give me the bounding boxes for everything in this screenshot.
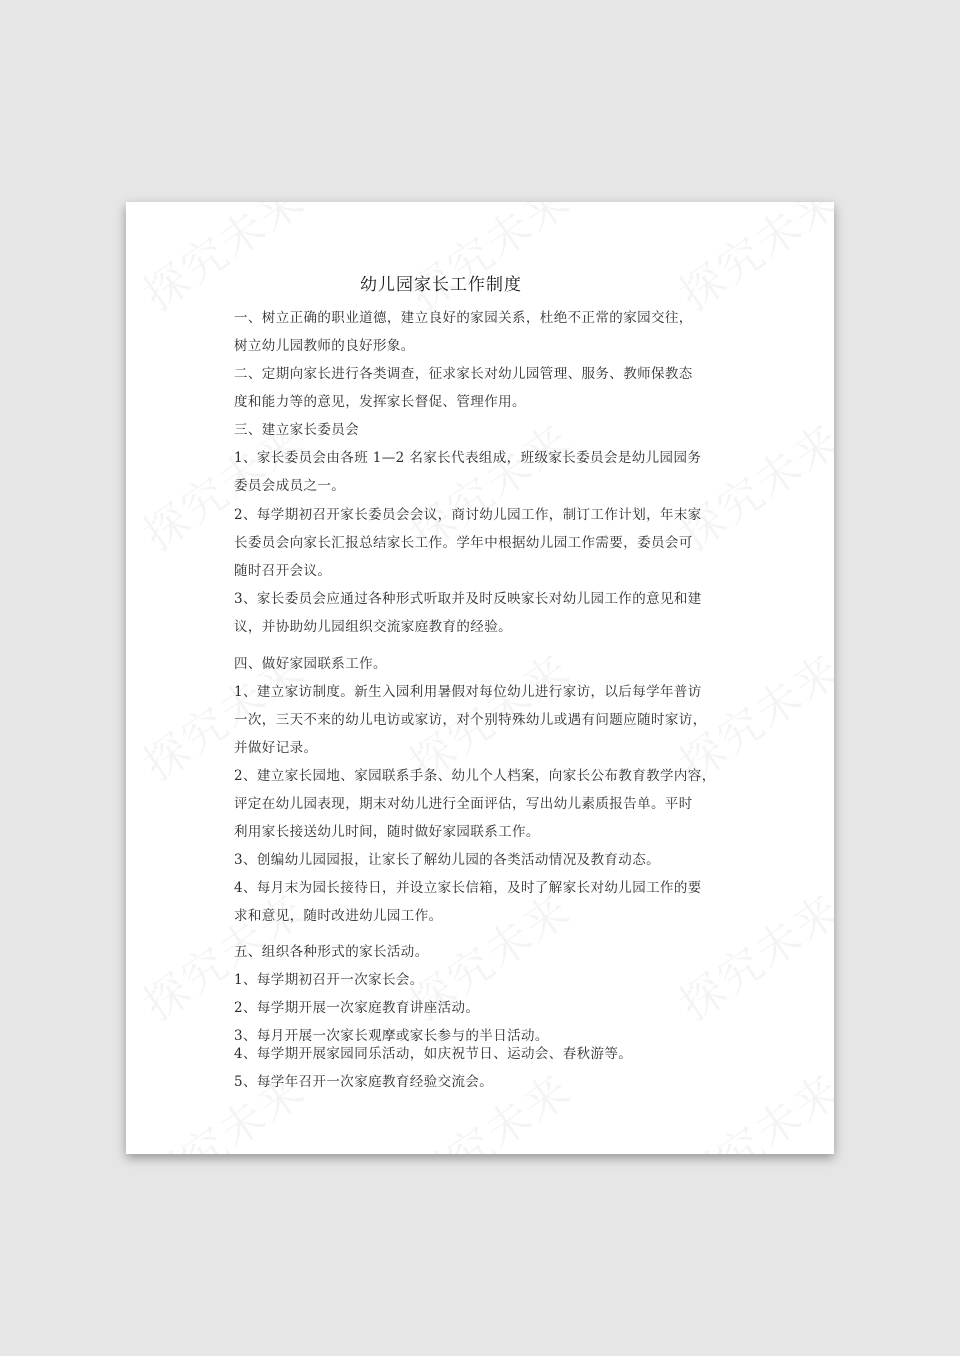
watermark — [128, 202, 315, 323]
body-line: 度和能力等的意见，发挥家长督促、管理作用。 — [234, 394, 526, 410]
body-line: 5、每学年召开一次家庭教育经验交流会。 — [234, 1074, 494, 1090]
body-line: 一、树立正确的职业道德，建立良好的家园关系，杜绝不正常的家园交往， — [234, 310, 693, 326]
document-title: 幼儿园家长工作制度 — [360, 275, 522, 295]
watermark — [394, 202, 581, 323]
body-line: 长委员会向家长汇报总结家长工作。学年中根据幼儿园工作需要，委员会可 — [234, 535, 693, 551]
body-line: 1、建立家访制度。新生入园利用暑假对每位幼儿进行家访，以后每学年普访 — [234, 684, 702, 700]
body-line: 评定在幼儿园表现，期末对幼儿进行全面评估，写出幼儿素质报告单。平时 — [234, 796, 693, 812]
body-line: 4、每月末为园长接待日，并设立家长信箱，及时了解家长对幼儿园工作的要 — [234, 880, 702, 896]
watermark — [664, 1055, 834, 1154]
body-line: 委员会成员之一。 — [234, 478, 346, 494]
body-line: 3、家长委员会应通过各种形式听取并及时反映家长对幼儿园工作的意见和建 — [234, 591, 702, 607]
body-line: 利用家长接送幼儿时间，随时做好家园联系工作。 — [234, 824, 540, 840]
body-line: 4、每学期开展家园同乐活动，如庆祝节日、运动会、春秋游等。 — [234, 1046, 633, 1062]
document-page — [126, 202, 834, 1154]
body-line: 3、每月开展一次家长观摩或家长参与的半日活动。 — [234, 1028, 549, 1044]
body-line: 议，并协助幼儿园组织交流家庭教育的经验。 — [234, 619, 512, 635]
body-line: 树立幼儿园教师的良好形象。 — [234, 338, 415, 354]
section-heading: 五、组织各种形式的家长活动。 — [234, 944, 429, 960]
body-line: 二、定期向家长进行各类调查，征求家长对幼儿园管理、服务、教师保教态 — [234, 366, 693, 382]
body-line: 并做好记录。 — [234, 740, 318, 756]
body-line: 1、每学期初召开一次家长会。 — [234, 972, 424, 988]
section-heading: 三、建立家长委员会 — [234, 422, 360, 438]
body-line: 2、每学期初召开家长委员会会议，商讨幼儿园工作，制订工作计划，年末家 — [234, 507, 702, 523]
body-line: 3、创编幼儿园园报，让家长了解幼儿园的各类活动情况及教育动态。 — [234, 852, 660, 868]
body-line: 求和意见，随时改进幼儿园工作。 — [234, 908, 443, 924]
section-heading: 四、做好家园联系工作。 — [234, 656, 387, 672]
watermark — [664, 875, 834, 1033]
body-line: 随时召开会议。 — [234, 563, 332, 579]
body-line: 2、每学期开展一次家庭教育讲座活动。 — [234, 1000, 480, 1016]
watermark — [664, 202, 834, 323]
body-line: 一次，三天不来的幼儿电访或家访，对个别特殊幼儿或遇有问题应随时家访， — [234, 712, 707, 728]
body-line: 2、建立家长园地、家园联系手条、幼儿个人档案，向家长公布教育教学内容， — [234, 768, 716, 784]
body-line: 1、家长委员会由各班 1—2 名家长代表组成，班级家长委员会是幼儿园园务 — [234, 450, 702, 466]
